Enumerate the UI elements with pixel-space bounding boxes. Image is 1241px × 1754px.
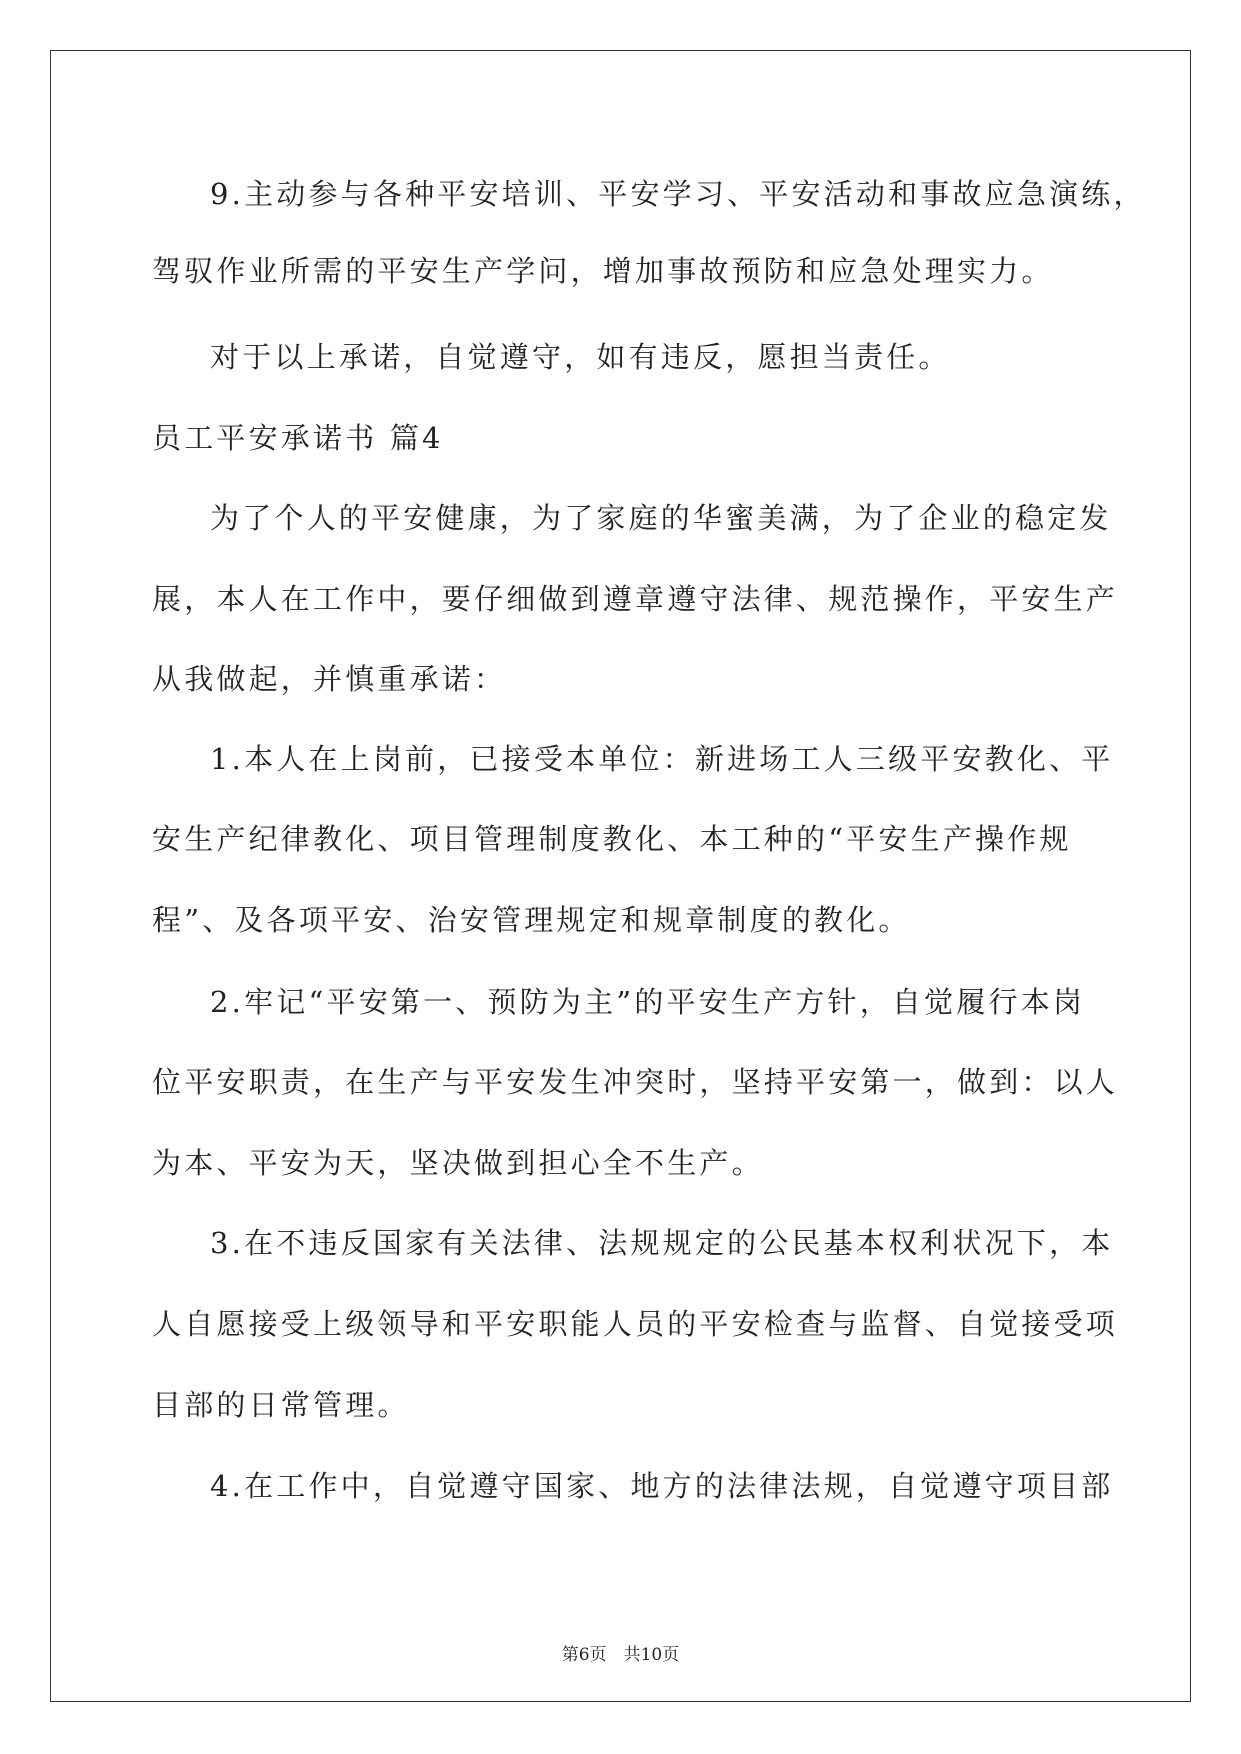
- paragraph-line: 2.牢记“平安第一、预防为主”的平安生产方针，自觉履行本岗: [210, 985, 1086, 1019]
- paragraph-line: 对于以上承诺，自觉遵守，如有违反，愿担当责任。: [210, 340, 951, 374]
- page-border: [50, 50, 1191, 1702]
- page-number: 第6页 共10页: [561, 1645, 680, 1665]
- paragraph-line: 展，本人在工作中，要仔细做到遵章遵守法律、规范操作，平安生产: [152, 582, 1119, 616]
- paragraph-line: 人自愿接受上级领导和平安职能人员的平安检查与监督、自觉接受项: [152, 1307, 1119, 1341]
- paragraph-line: 从我做起，并慎重承诺：: [152, 662, 507, 696]
- paragraph-line: 目部的日常管理。: [152, 1388, 410, 1422]
- paragraph-line: 4.在工作中，自觉遵守国家、地方的法律法规，自觉遵守项目部: [210, 1469, 1114, 1503]
- paragraph-line: 程”、及各项平安、治安管理规定和规章制度的教化。: [152, 903, 911, 937]
- paragraph-line: 3.在不违反国家有关法律、法规规定的公民基本权利状况下，本: [210, 1226, 1114, 1260]
- paragraph-line: 位平安职责，在生产与平安发生冲突时，坚持平安第一，做到：以人: [152, 1065, 1119, 1099]
- paragraph-line: 9.主动参与各种平安培训、平安学习、平安活动和事故应急演练，: [210, 177, 1146, 211]
- paragraph-line: 为了个人的平安健康，为了家庭的华蜜美满，为了企业的稳定发: [210, 501, 1112, 535]
- paragraph-line: 1.本人在上岗前，已接受本单位：新进场工人三级平安教化、平: [210, 742, 1114, 776]
- paragraph-line: 为本、平安为天，坚决做到担心全不生产。: [152, 1146, 764, 1180]
- section-heading: 员工平安承诺书 篇4: [152, 421, 444, 455]
- paragraph-line: 安生产纪律教化、项目管理制度教化、本工种的“平安生产操作规: [152, 822, 1072, 856]
- paragraph-line: 驾驭作业所需的平安生产学问，增加事故预防和应急处理实力。: [152, 254, 1054, 288]
